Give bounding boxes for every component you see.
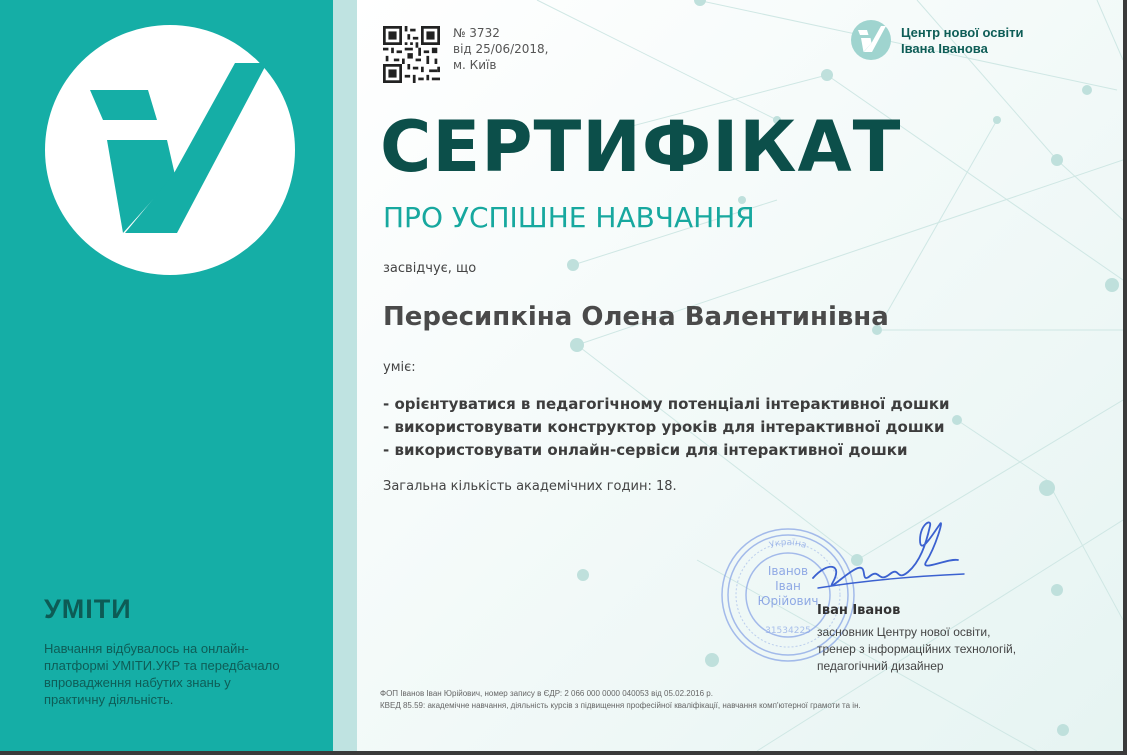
certifies-label: засвідчує, що: [383, 261, 477, 276]
signer-name: Іван Іванов: [817, 603, 901, 618]
stamp-code: 31534225: [765, 626, 811, 636]
stamp-line: Юрійович: [757, 594, 819, 608]
skills-label: уміє:: [383, 360, 416, 375]
stamp-ring-text: Україна: [768, 537, 808, 552]
stamp-line: Іванов: [767, 564, 809, 578]
recipient-name: Пересипкіна Олена Валентинівна: [383, 302, 889, 332]
footer-line: ФОП Іванов Іван Юрійович, номер запису в ЄДР: 2 066 000 0000 040053 від 05.02.2016 р.: [380, 689, 713, 698]
skills-list: [383, 393, 950, 462]
left-panel: [0, 0, 333, 751]
document-date: від 25/06/2018,: [453, 42, 549, 56]
skill-item: - використовувати онлайн-сервіси для інтерактивної дошки: [383, 441, 908, 459]
total-hours: Загальна кількість академічних годин: 18.: [383, 479, 677, 494]
brand-text-line: практичну діяльність.: [44, 692, 174, 707]
legal-footer: [380, 688, 861, 712]
left-stripe: [333, 0, 357, 751]
skill-item: - орієнтуватися в педагогічному потенціалі інтерактивної дошки: [383, 395, 950, 413]
certificate-title: СЕРТИФІКАТ: [380, 106, 902, 188]
brand-text-line: платформі УМІТИ.УКР та передбачало: [44, 658, 280, 673]
brand-description: [44, 640, 314, 708]
org-logo-icon: [851, 20, 891, 60]
organization-name-line: Івана Іванова: [901, 41, 988, 56]
brand-text-line: впровадження набутих знань у: [44, 675, 231, 690]
organization-name-line: Центр нової освіти: [901, 25, 1024, 40]
qr-code-icon: [383, 26, 440, 83]
signature: [808, 516, 968, 606]
signer-desc-line: педагогічний дизайнер: [817, 659, 944, 673]
organization-name: [901, 25, 1023, 57]
footer-line: КВЕД 85.59: академічне навчання, діяльність курсів з підвищення професійної кваліфікації, навчання комп'ютерної грамоти та ін.: [380, 701, 861, 710]
document-city: м. Київ: [453, 58, 497, 72]
right-border: [1123, 0, 1127, 755]
svg-text:Україна: [768, 538, 807, 551]
bottom-border: [0, 751, 1127, 755]
stamp-line: Іван: [775, 579, 801, 593]
certificate-subtitle: ПРО УСПІШНЕ НАВЧАННЯ: [383, 201, 755, 234]
signer-description: [817, 624, 1057, 675]
skill-item: - використовувати конструктор уроків для інтерактивної дошки: [383, 418, 945, 436]
document-meta: [453, 25, 549, 73]
brand-logo-icon: [45, 25, 295, 275]
brand-name: УМІТИ: [44, 594, 132, 624]
brand-text-line: Навчання відбувалось на онлайн-: [44, 641, 249, 656]
signer-desc-line: засновник Центру нової освіти,: [817, 625, 991, 639]
document-number: № 3732: [453, 26, 500, 40]
signer-desc-line: тренер з інформаційних технологій,: [817, 642, 1017, 656]
